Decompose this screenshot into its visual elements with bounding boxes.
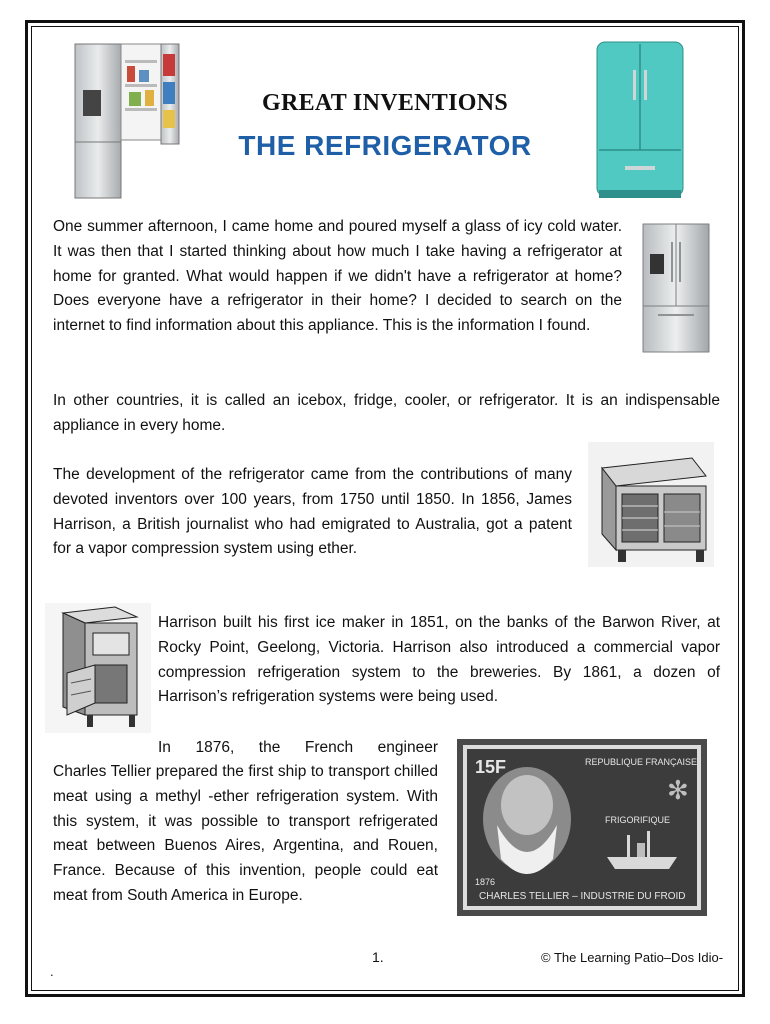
stamp-year: 1876 [475, 877, 496, 887]
page-subtitle: THE REFRIGERATOR [238, 130, 532, 161]
paragraph-tellier-lead: In 1876, the French engineer [158, 739, 438, 756]
french-door-fridge-image [640, 222, 712, 356]
open-stainless-fridge-image [73, 40, 183, 202]
charles-tellier-stamp-image [457, 739, 707, 916]
turquoise-retro-fridge-image [595, 40, 685, 202]
paragraph-names: In other countries, it is called an icebox, fridge, cooler, or refrigerator. It is an indispensable appliance in every home. [53, 392, 720, 434]
svg-text:✻: ✻ [667, 776, 689, 806]
stamp-value: 15F [475, 757, 507, 777]
antique-icebox-engraving-image [588, 442, 714, 567]
copyright-text: © The Learning Patio–Dos Idio- [541, 950, 724, 965]
paragraph-intro: One summer afternoon, I came home and poured myself a glass of icy cold water. It was then that I started thinking about how much I take having a refrigerator at home for granted. What would happen if we didn't have a refrigerator at home? Does everyone have a refrigerator in their home? I decided to search on the internet to find information about this appliance. This is the information I found. [53, 218, 622, 335]
stamp-ship-label: FRIGORIFIQUE [605, 815, 670, 825]
paragraph-harrison: Harrison built his first ice maker in 1851, on the banks of the Barwon River, at Rocky Point, Geelong, Victoria. Harrison also introduced a commercial vapor compression refrigeration system to the breweries. By 1861, a dozen of Harrison’s refrigeration systems were being used. [158, 614, 720, 706]
harrison-ice-cabinet-engraving-image [45, 603, 151, 733]
paragraph-tellier: Charles Tellier prepared the first ship to transport chilled meat using a methyl -ether refrigeration system. With this system, it was possible to transport refrigerated meat between Buenos Aires, Argentina, and Rouen, France. Because of this invention, people could eat meat from South America in Europe. [53, 763, 438, 904]
page-number: 1. [372, 949, 384, 965]
paragraph-development: The development of the refrigerator came from the contributions of many devoted inventors over 100 years, from 1750 until 1850. In 1856, James Harrison, a British journalist who had emigrated to Australia, got a patent for a vapor compression system using ether. [53, 466, 572, 558]
stamp-caption: CHARLES TELLIER – INDUSTRIE DU FROID [479, 891, 686, 902]
stamp-country: REPUBLIQUE FRANÇAISE [585, 757, 698, 767]
footer-dot: . [50, 964, 54, 979]
page-title: GREAT INVENTIONS [262, 90, 508, 116]
